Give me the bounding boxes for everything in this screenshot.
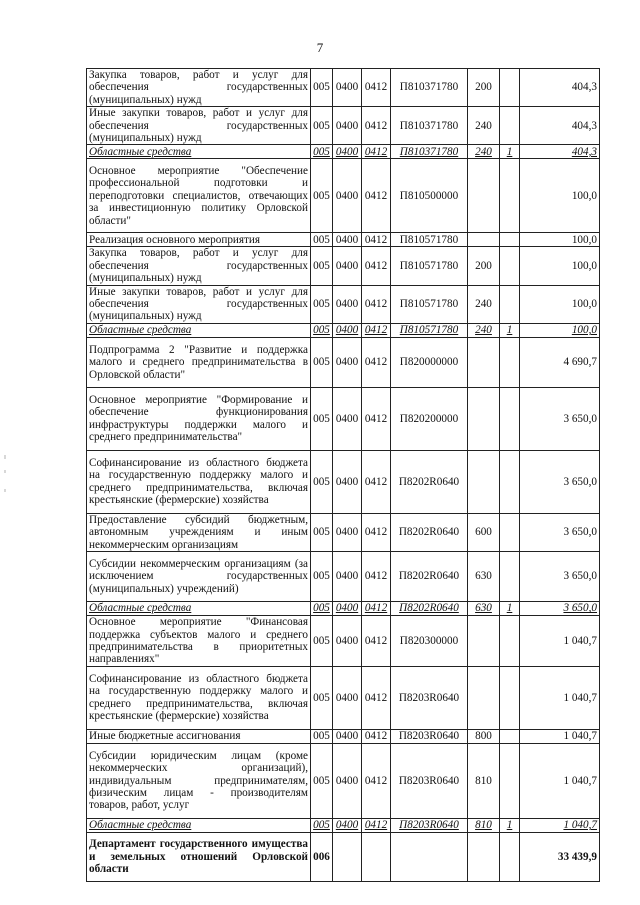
grbs-cell: 005 (311, 552, 333, 602)
source-cell: 1 (500, 145, 520, 159)
grbs-cell: 005 (311, 323, 333, 337)
grbs-cell: 005 (311, 159, 333, 233)
scan-artifact (4, 455, 6, 459)
row-name-cell: Подпрограмма 2 "Развитие и поддержка малого и среднего предпринимательства в Орловской области" (87, 337, 311, 387)
amount-cell: 4 690,7 (520, 337, 600, 387)
table-row (87, 743, 600, 818)
amount-cell: 404,3 (520, 69, 600, 107)
page-number: 7 (316, 40, 324, 55)
section-cell: 0400 (333, 247, 362, 285)
table-row (87, 616, 600, 667)
section-cell: 0400 (333, 337, 362, 387)
target-article-cell: П810571780 (391, 285, 468, 323)
expense-type-cell: 240 (468, 285, 500, 323)
grbs-cell: 005 (311, 616, 333, 667)
expense-type-cell: 810 (468, 818, 500, 832)
source-cell (500, 616, 520, 667)
subsection-cell: 0412 (362, 69, 391, 107)
amount-cell: 1 040,7 (520, 616, 600, 667)
source-cell: 1 (500, 818, 520, 832)
expense-type-cell (468, 666, 500, 729)
target-article-cell: П810371780 (391, 69, 468, 107)
amount-cell: 3 650,0 (520, 450, 600, 513)
source-cell (500, 387, 520, 450)
amount-cell: 100,0 (520, 323, 600, 337)
scan-artifact (4, 489, 6, 492)
table-row (87, 666, 600, 729)
row-name-cell: Иные закупки товаров, работ и услуг для обеспечения государственных (муниципальных) нужд (87, 285, 311, 323)
target-article-cell: П820000000 (391, 337, 468, 387)
source-cell (500, 743, 520, 818)
source-cell: 1 (500, 323, 520, 337)
amount-cell: 1 040,7 (520, 743, 600, 818)
section-cell: 0400 (333, 450, 362, 513)
source-cell (500, 159, 520, 233)
row-name-cell: Областные средства (87, 323, 311, 337)
expense-type-cell: 630 (468, 602, 500, 616)
row-name-cell: Основное мероприятие "Формирование и обеспечение функционирования инфраструктуры поддержки малого и среднего предпринимательства" (87, 387, 311, 450)
section-cell: 0400 (333, 145, 362, 159)
grbs-cell: 005 (311, 337, 333, 387)
amount-cell: 404,3 (520, 145, 600, 159)
target-article-cell: П810571780 (391, 233, 468, 247)
section-cell: 0400 (333, 616, 362, 667)
amount-cell: 1 040,7 (520, 729, 600, 743)
amount-cell: 3 650,0 (520, 602, 600, 616)
table-row (87, 145, 600, 159)
budget-table-body (87, 69, 600, 882)
table-row (87, 337, 600, 387)
expense-type-cell: 200 (468, 69, 500, 107)
grbs-cell: 005 (311, 387, 333, 450)
grbs-cell: 005 (311, 69, 333, 107)
table-row (87, 729, 600, 743)
subsection-cell: 0412 (362, 552, 391, 602)
amount-cell: 100,0 (520, 159, 600, 233)
table-row (87, 247, 600, 285)
amount-cell: 1 040,7 (520, 666, 600, 729)
row-name-cell: Областные средства (87, 602, 311, 616)
expense-type-cell: 200 (468, 247, 500, 285)
source-cell (500, 285, 520, 323)
section-cell (333, 832, 362, 881)
subsection-cell: 0412 (362, 450, 391, 513)
section-cell: 0400 (333, 285, 362, 323)
table-row (87, 387, 600, 450)
expense-type-cell: 240 (468, 107, 500, 145)
target-article-cell: П8202R0640 (391, 450, 468, 513)
section-cell: 0400 (333, 818, 362, 832)
expense-type-cell: 240 (468, 323, 500, 337)
source-cell (500, 107, 520, 145)
section-cell: 0400 (333, 387, 362, 450)
target-article-cell: П8203R0640 (391, 729, 468, 743)
row-name-cell: Закупка товаров, работ и услуг для обеспечения государственных (муниципальных) нужд (87, 247, 311, 285)
expense-type-cell (468, 337, 500, 387)
subsection-cell: 0412 (362, 337, 391, 387)
row-name-cell: Закупка товаров, работ и услуг для обеспечения государственных (муниципальных) нужд (87, 69, 311, 107)
grbs-cell: 005 (311, 450, 333, 513)
row-name-cell: Софинансирование из областного бюджета на государственную поддержку малого и среднего предпринимательства, включая крестьянские (фермерские) хозяйства (87, 450, 311, 513)
amount-cell: 3 650,0 (520, 387, 600, 450)
expense-type-cell: 240 (468, 145, 500, 159)
source-cell (500, 450, 520, 513)
expense-type-cell: 600 (468, 513, 500, 551)
grbs-cell: 005 (311, 602, 333, 616)
expense-type-cell (468, 616, 500, 667)
table-row (87, 159, 600, 233)
table-row (87, 69, 600, 107)
target-article-cell: П810371780 (391, 145, 468, 159)
row-name-cell: Основное мероприятие "Финансовая поддержка субъектов малого и среднего предпринимательства в приоритетных направлениях" (87, 616, 311, 667)
table-row (87, 285, 600, 323)
source-cell (500, 832, 520, 881)
source-cell (500, 69, 520, 107)
section-cell: 0400 (333, 743, 362, 818)
target-article-cell: П8203R0640 (391, 743, 468, 818)
table-row (87, 818, 600, 832)
source-cell (500, 513, 520, 551)
expense-type-cell (468, 387, 500, 450)
section-cell: 0400 (333, 513, 362, 551)
amount-cell: 100,0 (520, 285, 600, 323)
table-row (87, 107, 600, 145)
table-row (87, 450, 600, 513)
target-article-cell: П8203R0640 (391, 818, 468, 832)
target-article-cell: П810371780 (391, 107, 468, 145)
amount-cell: 404,3 (520, 107, 600, 145)
row-name-cell: Субсидии юридическим лицам (кроме некоммерческих организаций), индивидуальным предпринимателям, физическим лицам - производителям товаров, работ, услуг (87, 743, 311, 818)
grbs-cell: 005 (311, 285, 333, 323)
subsection-cell: 0412 (362, 285, 391, 323)
row-name-cell: Департамент государственного имущества и земельных отношений Орловской области (87, 832, 311, 881)
table-row (87, 602, 600, 616)
expense-type-cell (468, 450, 500, 513)
expense-type-cell: 810 (468, 743, 500, 818)
subsection-cell: 0412 (362, 666, 391, 729)
subsection-cell: 0412 (362, 159, 391, 233)
grbs-cell: 006 (311, 832, 333, 881)
expense-type-cell (468, 159, 500, 233)
subsection-cell: 0412 (362, 818, 391, 832)
section-cell: 0400 (333, 666, 362, 729)
row-name-cell: Софинансирование из областного бюджета на государственную поддержку малого и среднего предпринимательства, включая крестьянские (фермерские) хозяйства (87, 666, 311, 729)
grbs-cell: 005 (311, 247, 333, 285)
target-article-cell: П810571780 (391, 323, 468, 337)
source-cell (500, 552, 520, 602)
section-cell: 0400 (333, 323, 362, 337)
subsection-cell: 0412 (362, 247, 391, 285)
row-name-cell: Реализация основного мероприятия (87, 233, 311, 247)
subsection-cell: 0412 (362, 323, 391, 337)
section-cell: 0400 (333, 729, 362, 743)
amount-cell: 3 650,0 (520, 552, 600, 602)
section-cell: 0400 (333, 233, 362, 247)
amount-cell: 100,0 (520, 247, 600, 285)
subsection-cell: 0412 (362, 233, 391, 247)
grbs-cell: 005 (311, 818, 333, 832)
target-article-cell (391, 832, 468, 881)
source-cell (500, 729, 520, 743)
source-cell (500, 247, 520, 285)
section-cell: 0400 (333, 552, 362, 602)
subsection-cell: 0412 (362, 145, 391, 159)
section-cell: 0400 (333, 159, 362, 233)
subsection-cell: 0412 (362, 513, 391, 551)
expense-type-cell (468, 233, 500, 247)
source-cell (500, 337, 520, 387)
row-name-cell: Иные бюджетные ассигнования (87, 729, 311, 743)
target-article-cell: П8203R0640 (391, 666, 468, 729)
subsection-cell: 0412 (362, 602, 391, 616)
amount-cell: 33 439,9 (520, 832, 600, 881)
expense-type-cell (468, 832, 500, 881)
grbs-cell: 005 (311, 743, 333, 818)
target-article-cell: П8202R0640 (391, 552, 468, 602)
source-cell (500, 233, 520, 247)
section-cell: 0400 (333, 107, 362, 145)
target-article-cell: П810500000 (391, 159, 468, 233)
row-name-cell: Областные средства (87, 145, 311, 159)
table-row (87, 323, 600, 337)
grbs-cell: 005 (311, 666, 333, 729)
subsection-cell: 0412 (362, 743, 391, 818)
subsection-cell: 0412 (362, 387, 391, 450)
row-name-cell: Предоставление субсидий бюджетным, автономным учреждениям и иным некоммерческим организациям (87, 513, 311, 551)
source-cell: 1 (500, 602, 520, 616)
table-row (87, 552, 600, 602)
subsection-cell: 0412 (362, 729, 391, 743)
grbs-cell: 005 (311, 107, 333, 145)
target-article-cell: П820200000 (391, 387, 468, 450)
grbs-cell: 005 (311, 729, 333, 743)
expense-type-cell: 630 (468, 552, 500, 602)
table-row (87, 832, 600, 881)
subsection-cell: 0412 (362, 107, 391, 145)
target-article-cell: П810571780 (391, 247, 468, 285)
target-article-cell: П8202R0640 (391, 513, 468, 551)
expense-type-cell: 800 (468, 729, 500, 743)
row-name-cell: Основное мероприятие "Обеспечение профессиональной подготовки и переподготовки специалистов, отвечающих за инвестиционную политику Орловской области" (87, 159, 311, 233)
target-article-cell: П8202R0640 (391, 602, 468, 616)
table-row (87, 233, 600, 247)
subsection-cell: 0412 (362, 616, 391, 667)
subsection-cell (362, 832, 391, 881)
grbs-cell: 005 (311, 513, 333, 551)
grbs-cell: 005 (311, 233, 333, 247)
row-name-cell: Областные средства (87, 818, 311, 832)
row-name-cell: Иные закупки товаров, работ и услуг для обеспечения государственных (муниципальных) нужд (87, 107, 311, 145)
amount-cell: 100,0 (520, 233, 600, 247)
grbs-cell: 005 (311, 145, 333, 159)
budget-table (86, 68, 600, 882)
scan-artifact (4, 470, 6, 473)
amount-cell: 1 040,7 (520, 818, 600, 832)
row-name-cell: Субсидии некоммерческим организациям (за исключением государственных (муниципальных) учреждений) (87, 552, 311, 602)
source-cell (500, 666, 520, 729)
table-row (87, 513, 600, 551)
section-cell: 0400 (333, 69, 362, 107)
target-article-cell: П820300000 (391, 616, 468, 667)
section-cell: 0400 (333, 602, 362, 616)
amount-cell: 3 650,0 (520, 513, 600, 551)
